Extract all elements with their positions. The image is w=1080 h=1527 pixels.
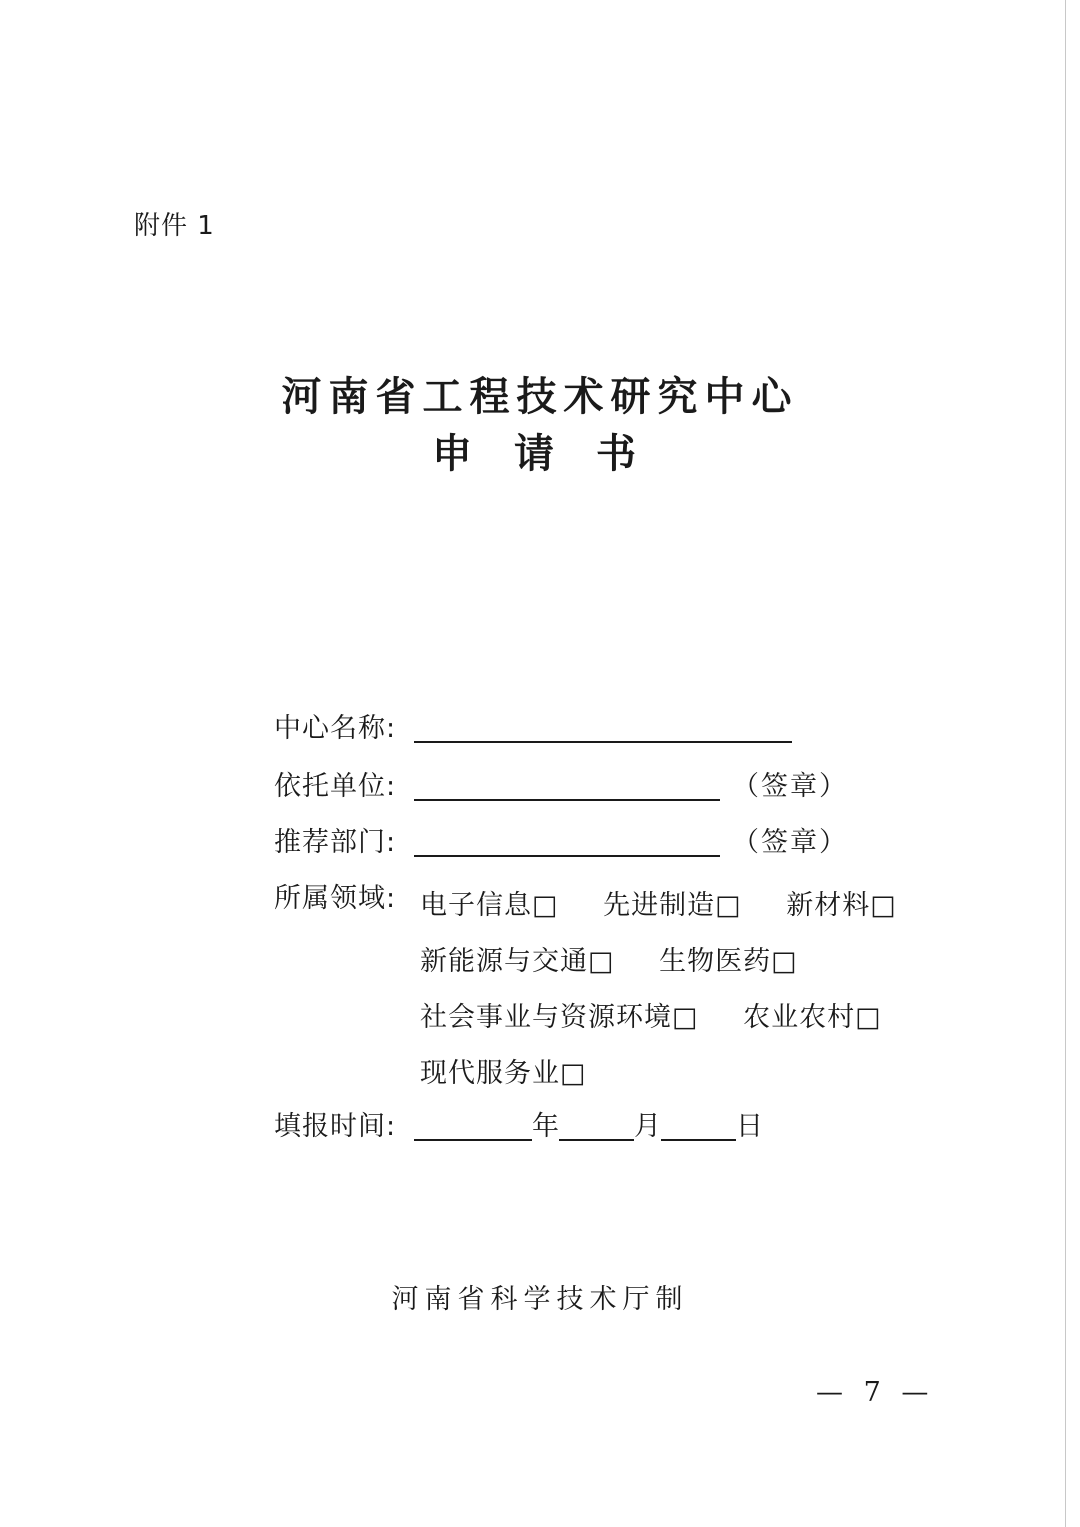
field-row <box>274 875 414 915</box>
center-name-row <box>274 705 792 745</box>
recommend-dept-field[interactable] <box>414 825 720 857</box>
field-label: 所属领域: <box>274 883 397 914</box>
document-subtitle: 申请书 <box>432 431 678 477</box>
recommend-dept-stamp-note: （签章） <box>732 827 848 858</box>
field-option-new-materials[interactable]: 新材料□ <box>786 890 897 921</box>
field-option-electronic-info[interactable]: 电子信息□ <box>420 890 559 921</box>
center-name-field[interactable] <box>414 711 792 743</box>
field-option-new-energy-transport[interactable]: 新能源与交通□ <box>420 946 615 977</box>
year-label: 年 <box>532 1111 559 1142</box>
host-unit-stamp-note: （签章） <box>732 771 848 802</box>
date-row <box>274 1103 763 1143</box>
host-unit-label: 依托单位: <box>274 771 397 802</box>
page-number: — 7 — <box>816 1377 935 1408</box>
month-label: 月 <box>634 1111 661 1142</box>
month-field[interactable] <box>559 1109 634 1141</box>
document-title: 河南省工程技术研究中心 <box>281 374 799 420</box>
attachment-label: 附件 1 <box>134 211 215 241</box>
field-option-biomedicine[interactable]: 生物医药□ <box>659 946 798 977</box>
recommend-dept-row <box>274 819 848 859</box>
date-label: 填报时间: <box>274 1111 397 1142</box>
day-field[interactable] <box>661 1109 736 1141</box>
field-options-line-1 <box>420 883 897 922</box>
field-option-agriculture-rural[interactable]: 农业农村□ <box>743 1002 882 1033</box>
field-options-line-2 <box>420 939 798 978</box>
field-option-social-resources-environment[interactable]: 社会事业与资源环境□ <box>420 1002 699 1033</box>
field-option-advanced-manufacturing[interactable]: 先进制造□ <box>603 890 742 921</box>
field-options-line-3 <box>420 995 882 1034</box>
day-label: 日 <box>736 1111 763 1142</box>
center-name-label: 中心名称: <box>274 713 397 744</box>
field-options-line-4 <box>420 1051 587 1090</box>
host-unit-field[interactable] <box>414 769 720 801</box>
host-unit-row <box>274 763 848 803</box>
year-field[interactable] <box>414 1109 532 1141</box>
recommend-dept-label: 推荐部门: <box>274 827 397 858</box>
field-option-modern-services[interactable]: 现代服务业□ <box>420 1058 587 1089</box>
issuing-organization: 河南省科学技术厅制 <box>391 1284 689 1315</box>
